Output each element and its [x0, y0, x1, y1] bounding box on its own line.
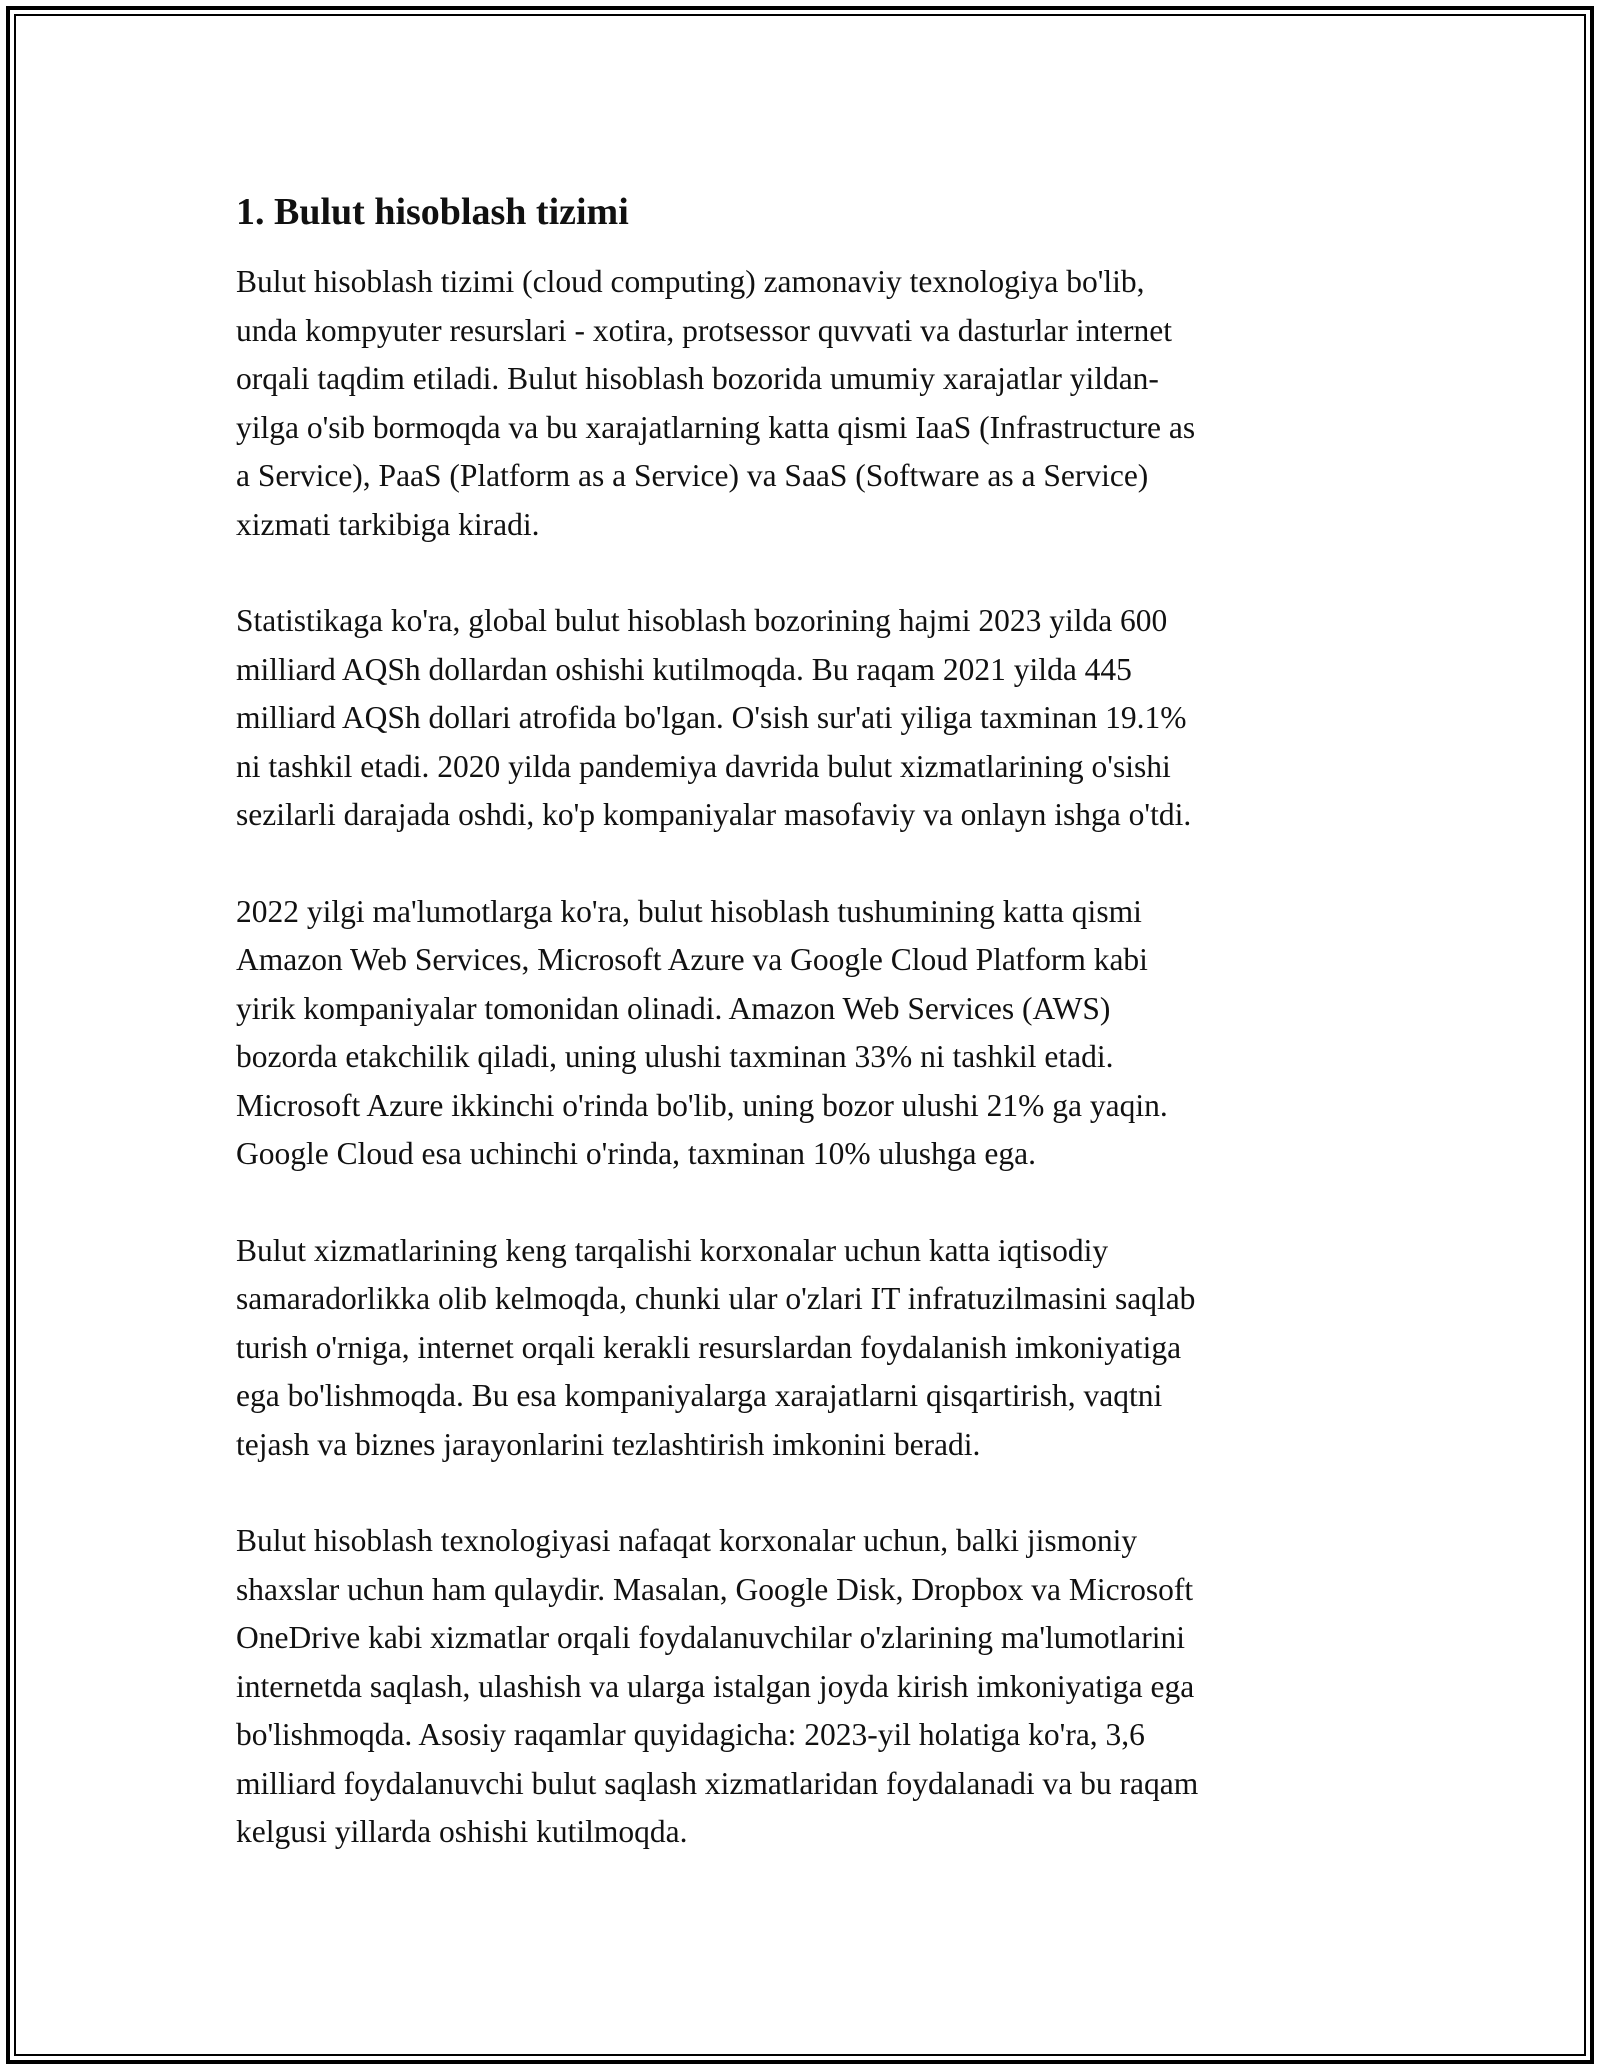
section-heading: 1. Bulut hisoblash tizimi — [236, 191, 629, 233]
paragraph-personal-use: Bulut hisoblash texnologiyasi nafaqat korxonalar uchun, balki jismoniy shaxslar uchun ham qulaydir. Masalan, Google Disk, Dropbox va Microsoft OneDrive kabi xizmatlar orqali foydalanuvchilar o'zlarining ma'lumotlarini internetda saqlash, ulashish va ularga istalgan joyda kirish imkoniyatiga ega bo'lishmoqda. Asosiy raqamlar quyidagicha: 2023-yil holatiga ko'ra, 3,6 milliard foydalanuvchi bulut saqlash xizmatlaridan foydalanadi va bu raqam kelgusi yillarda oshishi kutilmoqda. — [236, 1523, 1199, 1849]
paragraph-statistics: Statistikaga ko'ra, global bulut hisoblash bozorining hajmi 2023 yilda 600 milliard AQSh dollardan oshishi kutilmoqda. Bu raqam 2021 yilda 445 milliard AQSh dollari atrofida bo'lgan. O'sish sur'ati yiliga taxminan 19.1% ni tashkil etadi. 2020 yilda pandemiya davrida bulut xizmatlarining o'sishi sezilarli darajada oshdi, ko'p kompaniyalar masofaviy va onlayn ishga o'tdi. — [236, 603, 1192, 832]
paragraph-market-share: 2022 yilgi ma'lumotlarga ko'ra, bulut hisoblash tushumining katta qismi Amazon Web Services, Microsoft Azure va Google Cloud Platform kabi yirik kompaniyalar tomonidan olinadi. Amazon Web Services (AWS) bozorda etakchilik qiladi, uning ulushi taxminan 33% ni tashkil etadi. Microsoft Azure ikkinchi o'rinda bo'lib, uning bozor ulushi 21% ga yaqin. Google Cloud esa uchinchi o'rinda, taxminan 10% ulushga ega. — [236, 893, 1168, 1171]
paragraph-intro: Bulut hisoblash tizimi (cloud computing) zamonaviy texnologiya bo'lib, unda kompyuter resurslari - xotira, protsessor quvvati va dasturlar internet orqali taqdim etiladi. Bulut hisoblash bozorida umumiy xarajatlar yildan- yilga o'sib bormoqda va bu xarajatlarning katta qismi IaaS (Infrastructure as a Service), PaaS (Platform as a Service) va SaaS (Software as a Service) xizmati tarkibiga kiradi. — [236, 264, 1196, 542]
document-body — [236, 186, 1356, 1905]
paragraph-efficiency: Bulut xizmatlarining keng tarqalishi korxonalar uchun katta iqtisodiy samaradorlikka olib kelmoqda, chunki ular o'zlari IT infratuzilmasini saqlab turish o'rniga, internet orqali kerakli resurslardan foydalanish imkoniyatiga ega bo'lishmoqda. Bu esa kompaniyalarga xarajatlarni qisqartirish, vaqtni tejash va biznes jarayonlarini tezlashtirish imkonini beradi. — [236, 1232, 1196, 1462]
